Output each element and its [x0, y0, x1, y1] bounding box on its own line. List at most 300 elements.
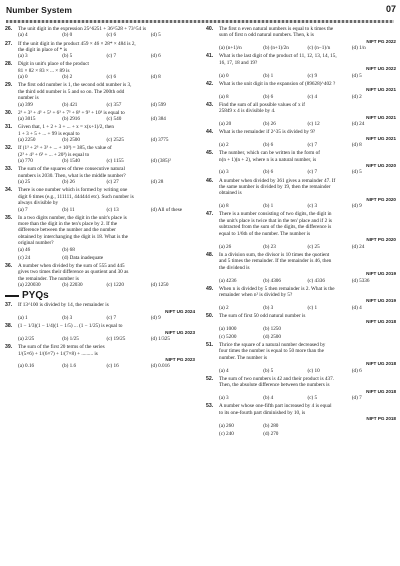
question-item — [206, 102, 396, 128]
options-row — [206, 423, 396, 429]
options-row — [206, 305, 396, 311]
question-item — [206, 334, 396, 340]
question-line: When n is divided by 5 then remainder is 2. What is the — [219, 285, 335, 292]
pyqs-heading — [5, 289, 195, 301]
question-item — [5, 302, 195, 321]
answer-option: (c) 5 — [307, 395, 318, 402]
question-number: 34. — [5, 187, 13, 194]
question-line: obtained is — [219, 190, 242, 197]
question-number: 36. — [5, 262, 13, 269]
answer-option: (b) 2500 — [62, 137, 80, 144]
answer-option: (b) 421 — [62, 101, 78, 108]
answer-option: (c) 7 — [307, 169, 318, 176]
question-line: number. The number is — [219, 354, 268, 361]
question-text — [206, 129, 396, 135]
answer-option: (c) 240 — [219, 430, 234, 437]
question-item — [5, 263, 195, 289]
pyqs-title: PYQs — [22, 289, 49, 301]
options-row — [206, 45, 396, 51]
question-number: 28. — [5, 61, 13, 68]
question-line: 1/(5×6) + 1/(6×7) + 1/(7×8) + ......... is — [18, 350, 98, 357]
question-number: 37. — [5, 302, 13, 309]
answer-option: (d) All of these — [150, 206, 183, 213]
question-item — [206, 431, 396, 437]
question-line: The sum of the first 20 terms of the series — [18, 344, 105, 351]
exam-source-tag: NIFT UG 2018 — [366, 319, 396, 325]
answer-option: (b) (n+1)/2n — [263, 45, 289, 52]
options-row — [5, 282, 195, 288]
question-line: the dividend is — [219, 264, 250, 271]
question-number: 51. — [206, 341, 214, 348]
exam-source-tag: NIFT PG 2018 — [366, 416, 396, 422]
answer-option: (c) 4 — [307, 93, 318, 100]
options-row — [5, 315, 195, 321]
options-row — [206, 121, 396, 127]
exam-source-tag: NIFT UG 2022 — [366, 66, 396, 72]
answer-option: (c) (n−1)/n — [307, 45, 331, 52]
question-number: 42. — [206, 80, 214, 87]
question-text — [206, 382, 396, 388]
answer-option: (d) 6 — [150, 53, 161, 60]
answer-option — [308, 431, 352, 437]
answer-option: (a) 3 — [219, 395, 229, 402]
options-row — [206, 368, 396, 374]
answer-option: (b) 1/25 — [62, 336, 79, 343]
question-number: 31. — [5, 124, 13, 131]
question-number: 32. — [5, 145, 13, 152]
question-text — [5, 276, 195, 282]
question-line: (1 − 1/3)(1 − 1/4)(1 − 1/5) ... (1 − 1/25) is equal to — [18, 323, 123, 330]
question-line: original number? — [18, 240, 54, 247]
question-text — [206, 355, 396, 361]
options-row — [5, 158, 195, 164]
question-text — [5, 152, 195, 158]
answer-option: (c) 13 — [106, 206, 119, 213]
exam-source-tag: NIFT UG 2021 — [366, 135, 396, 141]
question-line: the remainder. The number is — [18, 275, 79, 282]
question-line: n(n + 1)(n + 2), where n is a natural number, is — [219, 156, 317, 163]
question-text — [206, 60, 396, 66]
question-number: 44. — [206, 129, 214, 136]
exam-source-tag: NIFT PG 2020 — [366, 237, 396, 243]
answer-option: (c) 6 — [106, 74, 117, 81]
answer-option: (a) 46 — [18, 246, 31, 253]
question-item — [5, 110, 195, 123]
question-line: obtained by interchanging the digit is 18. What is the — [18, 233, 128, 240]
answer-option: (d) 6 — [351, 367, 362, 374]
question-number: 52. — [206, 375, 214, 382]
question-text — [206, 292, 396, 298]
answer-option: (b) 1 — [263, 72, 274, 79]
question-item — [206, 53, 396, 79]
question-item — [5, 187, 195, 213]
answer-option: (a) 4236 — [219, 277, 237, 284]
answer-option: (d) 5 — [351, 169, 362, 176]
question-line: sum of first n odd natural numbers. Then, k is — [219, 32, 314, 39]
question-line: remainder when n² is divided by 5? — [219, 292, 293, 299]
answer-option: (d) Data inadequate — [62, 254, 104, 261]
options-row — [206, 326, 396, 332]
answer-option: (d) 2500 — [263, 333, 281, 340]
answer-option: (a) 4 — [219, 367, 229, 374]
question-item — [206, 150, 396, 176]
answer-option: (b) 5 — [62, 53, 73, 60]
answer-option: (c) 10 — [307, 367, 320, 374]
options-row — [206, 169, 396, 175]
question-item — [206, 252, 396, 284]
question-item — [5, 166, 195, 185]
question-item — [206, 376, 396, 402]
question-text — [5, 351, 195, 357]
question-line: equal to 1/6th of the number. The number is — [219, 230, 311, 237]
question-item — [206, 342, 396, 374]
answer-option — [151, 255, 195, 261]
question-line: The unit digit in the expression 25^6251 + 36^528 + 73^54 is — [18, 26, 146, 32]
question-line: 1 + 3 + 5 + ... + 99 is equal to — [18, 130, 80, 137]
question-item — [5, 41, 195, 60]
answer-option: (b) 4 — [263, 395, 274, 402]
question-number: 41. — [206, 53, 214, 60]
answer-option: (c) 9 — [307, 72, 318, 79]
options-row — [206, 203, 396, 209]
answer-option — [352, 326, 396, 332]
answer-option: (a) 0 — [18, 74, 28, 81]
answer-option — [107, 255, 151, 261]
answer-option: (a) 2/25 — [18, 336, 35, 343]
question-line: and 5 times the remainder. If the remainder is 46, then — [219, 258, 332, 265]
question-list-right — [206, 26, 396, 437]
header-divider — [6, 20, 394, 23]
question-line: A number when divided by 361 gives a remainder 47. If — [219, 177, 336, 184]
question-number: 29. — [5, 82, 13, 89]
question-line: In a two digits number, the digit in the unit's place is — [18, 214, 127, 221]
exam-source-tag: NIFT UG 2018 — [366, 361, 396, 367]
answer-option: (c) 19/25 — [106, 336, 126, 343]
exam-source-tag: NIFT UG 2021 — [366, 114, 396, 120]
answer-option: (b) 0 — [62, 32, 73, 39]
question-line: 81 × 82 × 83 × ... × 89 is — [18, 67, 70, 74]
answer-option: (d) 7 — [351, 395, 362, 402]
exam-source-tag: NIFT UG 2020 — [366, 163, 396, 169]
answer-option: (b) 3 — [62, 315, 73, 322]
answer-option: (b) 2916 — [62, 116, 80, 123]
options-row — [5, 255, 195, 261]
answer-option: (a) 260 — [219, 422, 234, 429]
options-row — [5, 102, 195, 108]
question-text — [5, 95, 195, 101]
options-row — [206, 244, 396, 250]
question-item — [5, 255, 195, 261]
question-number: 47. — [206, 211, 214, 218]
question-text — [5, 323, 195, 329]
question-line: numbers is 2030. Then, what is the middle number? — [18, 172, 126, 179]
answer-option: (b) 6 — [263, 169, 274, 176]
answer-option: (a) 8 — [219, 93, 229, 100]
question-line: What is the unit digit in the expansion of (89628)^402 ? — [219, 80, 336, 87]
answer-option: (d) 5336 — [351, 277, 370, 284]
question-number: 27. — [5, 40, 13, 47]
answer-option: (b) 3 — [263, 304, 274, 311]
question-line: (2³ + 4³ + 6³ + ... + 20³) is equal to — [18, 151, 90, 158]
answer-option: (c) 7 — [307, 142, 318, 149]
question-line: The sum of two numbers is 42 and their product is 437. — [219, 375, 334, 382]
answer-option: (c) 6 — [106, 32, 117, 39]
exam-source-tag: NIFT UG 2023 — [165, 329, 195, 335]
question-text — [5, 173, 195, 179]
answer-option: (d) 24 — [351, 121, 365, 128]
options-row — [5, 32, 195, 38]
answer-option: (b) 5 — [263, 367, 274, 374]
question-item — [5, 145, 195, 164]
question-line: four times the number is equal to 50 more than the — [219, 348, 324, 355]
answer-option: (d) 599 — [150, 101, 166, 108]
answer-option: (c) 16 — [106, 363, 119, 370]
question-line: always divisible by — [18, 200, 59, 207]
answer-option: (c) 24 — [18, 254, 31, 261]
answer-option: (a) 0.16 — [18, 363, 35, 370]
question-item — [5, 82, 195, 108]
question-number: 46. — [206, 177, 214, 184]
answer-option: (c) 7 — [106, 315, 117, 322]
question-line: 16, 17, 18 and 19? — [219, 59, 258, 66]
question-line: Find the sum of all possible values of x if — [219, 101, 306, 108]
answer-option: (a) 1000 — [219, 325, 237, 332]
answer-option: (d) 1250 — [150, 282, 169, 289]
answer-option: (d) 2 — [351, 93, 362, 100]
answer-option: (b) 4306 — [263, 277, 281, 284]
question-number: 39. — [5, 344, 13, 351]
exam-source-tag: NIFT UG 2019 — [366, 298, 396, 304]
question-line: Thrice the square of a natural number decreased by — [219, 341, 326, 348]
question-text — [206, 157, 396, 163]
chapter-title: Number System — [6, 5, 73, 15]
answer-option — [352, 334, 396, 340]
answer-option: (d) 8 — [351, 142, 362, 149]
answer-option: (a) 3015 — [18, 116, 36, 123]
question-item — [5, 215, 195, 254]
question-text — [206, 32, 396, 38]
answer-option: (a) 7 — [18, 206, 28, 213]
question-line: subtracted from the sum of the digits, the difference is — [219, 224, 332, 231]
question-line: What is the remainder if 2^35 is divided by 9? — [219, 129, 316, 136]
options-row — [206, 278, 396, 284]
exam-source-tag: NIFT PG 2020 — [366, 196, 396, 202]
answer-option: (a) 4 — [18, 32, 28, 39]
answer-option: (d) 1/325 — [150, 336, 170, 343]
question-item — [5, 323, 195, 342]
question-line: more than the digit in the ten's place by 2. If the — [18, 221, 118, 228]
question-list-pyqs — [5, 302, 195, 370]
question-number: 26. — [5, 26, 13, 32]
answer-option: (a) 2 — [219, 304, 229, 311]
question-item — [206, 26, 396, 52]
question-line: What is the last digit of the product of 11, 12, 13, 14, 15, — [219, 53, 337, 60]
question-line: difference between the number and the number — [18, 227, 116, 234]
answer-option: (d) 24 — [351, 243, 365, 250]
question-line: the third odd number is 5 and so on. The 200th odd — [18, 88, 125, 95]
question-line: The sum of the squares of three consecutive natural — [18, 166, 125, 173]
answer-option: (b) 2 — [62, 74, 73, 81]
question-list-left — [5, 26, 195, 289]
options-row — [206, 94, 396, 100]
answer-option — [107, 247, 151, 253]
answer-option — [352, 431, 396, 437]
answer-option: (b) 26 — [62, 179, 75, 186]
question-line: The sum of first 50 odd natural number is — [219, 312, 306, 319]
answer-option: (a) 1 — [18, 315, 28, 322]
options-row — [5, 74, 195, 80]
question-line: the digit in place of * is — [18, 46, 67, 53]
question-number: 35. — [5, 214, 13, 221]
answer-option: (b) 68 — [62, 246, 75, 253]
answer-option: (d) 28 — [150, 179, 164, 186]
question-number: 53. — [206, 403, 214, 410]
answer-option: (d) 0.016 — [150, 363, 170, 370]
question-line: There is one number which is formed by writing one — [18, 187, 128, 194]
exam-source-tag: NIFT PG 2023 — [165, 357, 195, 363]
answer-option: (a) 20 — [219, 121, 232, 128]
options-row — [5, 363, 195, 369]
answer-option: (c) 12 — [307, 121, 320, 128]
answer-option: (b) 1.6 — [62, 363, 77, 370]
question-line: 2³ + 3³ + 4³ + 5³ + 6³ + 7³ + 8³ + 9³ + 10³ is equal to — [18, 109, 125, 116]
answer-option: (b) 26 — [263, 121, 276, 128]
answer-option: (a) 2250 — [18, 137, 36, 144]
question-number: 50. — [206, 312, 214, 319]
answer-option: (b) 1 — [263, 203, 274, 210]
answer-option: (c) 4336 — [307, 277, 325, 284]
question-text — [206, 231, 396, 237]
question-item — [5, 26, 195, 39]
answer-option: (c) 3 — [307, 203, 318, 210]
left-column — [5, 26, 195, 372]
question-line: the same number is divided by 19, then the remainder — [219, 183, 331, 190]
question-number: 43. — [206, 101, 214, 108]
options-row — [5, 247, 195, 253]
question-line: Given that, 1 + 2 + 3 + ... + x = x(x+1)/2, then — [18, 124, 114, 131]
question-text — [5, 47, 195, 53]
answer-option — [308, 423, 352, 429]
pyqs-heading-bar — [5, 295, 19, 297]
question-text — [206, 265, 396, 271]
options-row — [206, 395, 396, 401]
answer-option: (b) 11 — [62, 206, 75, 213]
question-line: If 13^100 is divided by 14, the remainder is — [18, 302, 109, 309]
page-header — [0, 0, 400, 24]
question-line: to its one-fourth part diminished by 10, is — [219, 409, 306, 416]
question-line: The first n even natural numbers is equal to k times the — [219, 26, 334, 32]
answer-option: (a) 3 — [219, 169, 229, 176]
question-item — [206, 403, 396, 429]
answer-option: (c) 540 — [106, 116, 122, 123]
answer-option: (a) 3 — [18, 53, 28, 60]
answer-option: (c) 25 — [307, 243, 320, 250]
question-line: Digit in unit's place of the product — [18, 61, 89, 68]
answer-option: (d) (385)² — [150, 158, 171, 165]
question-item — [206, 211, 396, 250]
question-item — [206, 178, 396, 210]
answer-option: (c) 1155 — [106, 158, 124, 165]
question-text — [206, 108, 396, 114]
answer-option: (d) 3775 — [150, 137, 169, 144]
question-number: 48. — [206, 251, 214, 258]
answer-option: (c) 27 — [106, 179, 119, 186]
answer-option: (c) 5200 — [219, 333, 237, 340]
answer-option: (a) 770 — [18, 158, 33, 165]
options-row — [206, 73, 396, 79]
answer-option: (c) 2525 — [106, 137, 124, 144]
question-line: The number, which can be written in the form of — [219, 150, 320, 157]
answer-option: (b) 23 — [263, 243, 276, 250]
question-item — [206, 81, 396, 100]
answer-option: (b) 1540 — [62, 158, 80, 165]
answer-option: (a) (n+1)/n — [219, 45, 242, 52]
question-text — [5, 26, 195, 32]
question-line: The first odd number is 1, the second odd number is 3, — [18, 82, 132, 89]
question-line: number is — [18, 95, 39, 102]
question-text — [5, 200, 195, 206]
question-text — [5, 302, 195, 308]
question-number: 45. — [206, 150, 214, 157]
options-row — [5, 137, 195, 143]
question-line: the unit's place is twice that in the ten' place and if 2 is — [219, 217, 332, 224]
answer-option: (d) 4 — [351, 304, 362, 311]
question-item — [206, 286, 396, 312]
answer-option: (c) 1 — [307, 304, 318, 311]
answer-option — [352, 423, 396, 429]
question-number: 38. — [5, 323, 13, 330]
question-line: digit 6 times (e.g., 111111, 444444 etc). Such number is — [18, 193, 134, 200]
answer-option: (b) 22030 — [62, 282, 83, 289]
question-number: 30. — [5, 109, 13, 116]
answer-option: (c) 357 — [106, 101, 122, 108]
answer-option: (d) 1/n — [351, 45, 366, 52]
options-row — [5, 336, 195, 342]
question-line: Then, the absolute difference between the numbers is — [219, 382, 330, 389]
question-item — [5, 344, 195, 370]
question-line: If (1³ + 2³ + 3³ + ... + 10³) = 385, the value of — [18, 145, 112, 152]
answer-option: (c) 1220 — [106, 282, 124, 289]
question-text — [5, 68, 195, 74]
question-line: If the unit digit in the product 459 × 46 × 28* × 484 is 2, — [18, 40, 136, 47]
exam-source-tag: NIFT UG 2021 — [366, 87, 396, 93]
question-line: A number when divided by the sum of 555 and 445 — [18, 262, 125, 269]
question-line: A number whose one-fifth part increased by 4 is equal — [219, 403, 332, 410]
exam-source-tag: NIFT PG 2022 — [366, 38, 396, 44]
answer-option: (a) 8 — [219, 203, 229, 210]
right-column — [206, 26, 396, 439]
answer-option — [308, 326, 352, 332]
answer-option: (b) 1250 — [263, 325, 281, 332]
options-row — [206, 431, 396, 437]
answer-option: (d) 9 — [351, 203, 362, 210]
question-item — [5, 61, 195, 80]
answer-option: (b) 6 — [263, 93, 274, 100]
question-line: gives two times their difference as quotient and 30 as — [18, 269, 129, 276]
answer-option: (d) 5 — [351, 72, 362, 79]
answer-option: (a) 25 — [18, 179, 31, 186]
options-row — [5, 207, 195, 213]
question-number: 40. — [206, 26, 214, 32]
answer-option: (d) 8 — [150, 74, 161, 81]
answer-option: (d) 384 — [150, 116, 166, 123]
question-line: There is a number consisting of two digits, the digit in — [219, 211, 332, 218]
question-number: 49. — [206, 285, 214, 292]
answer-option: (a) 26 — [219, 243, 232, 250]
answer-option: (a) 2 — [219, 142, 229, 149]
options-row — [5, 179, 195, 185]
answer-option: (c) 7 — [106, 53, 117, 60]
